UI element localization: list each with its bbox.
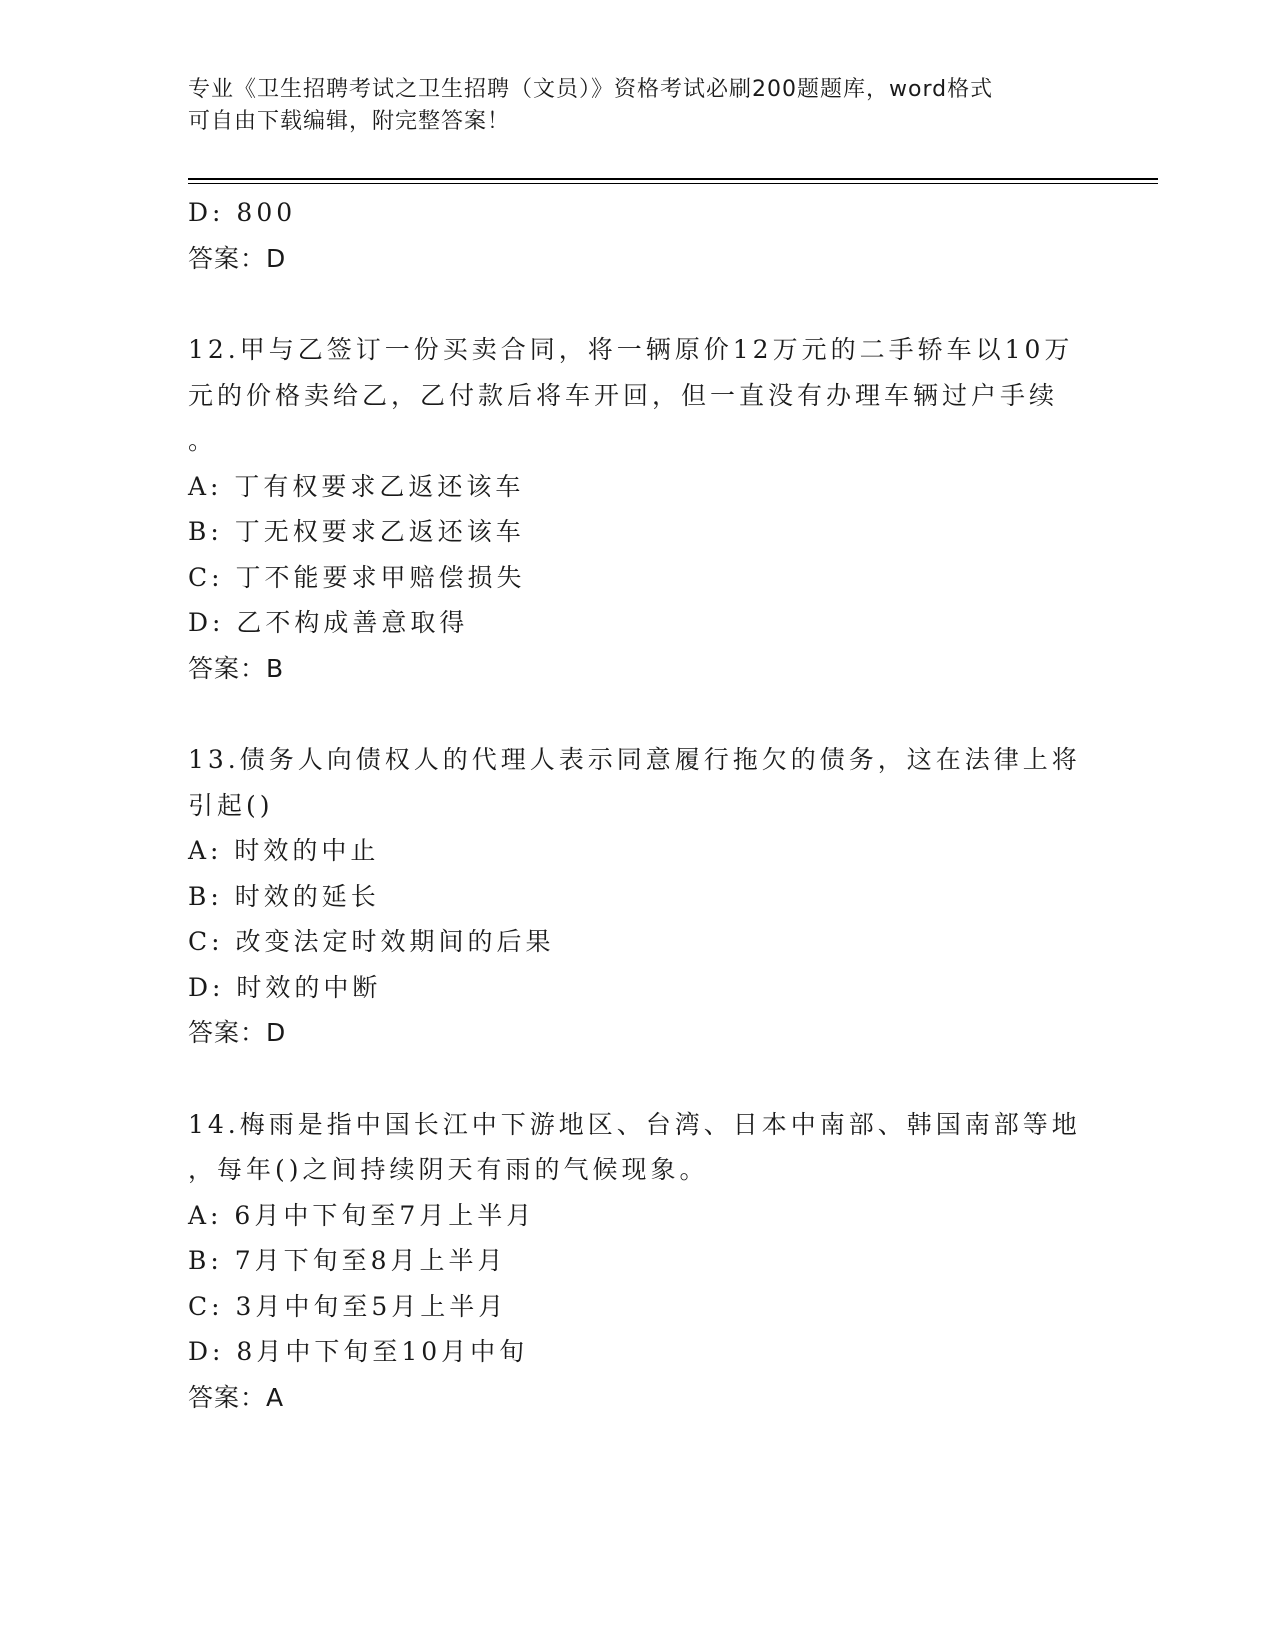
option-c: C: 丁不能要求甲赔偿损失 [188,562,526,592]
question-text: 14.梅雨是指中国长江中下游地区、台湾、日本中南部、韩国南部等地 [188,1109,1081,1139]
option-b: B: 时效的延长 [188,881,380,911]
question-text: 引起() [188,790,274,820]
option-d: D: 8月中下旬至10月中旬 [188,1337,529,1366]
answer: 答案：D [188,1018,287,1047]
option-d: D: 时效的中断 [188,972,382,1002]
question-14 [188,1102,1088,1421]
option-a: A: 丁有权要求乙返还该车 [188,471,525,501]
question-text: 元的价格卖给乙，乙付款后将车开回，但一直没有办理车辆过户手续 [188,380,1059,410]
option-d: D: 乙不构成善意取得 [188,608,469,637]
page-header [188,74,1088,138]
header-line-1: 专业《卫生招聘考试之卫生招聘（文员）》资格考试必刷200题题库，word格式 [188,77,994,102]
question-13 [188,737,1088,1056]
option-a: A: 6月中下旬至7月上半月 [188,1200,536,1230]
question-12 [188,327,1088,691]
answer: 答案：D [188,243,287,273]
question-text: 13.债务人向债权人的代理人表示同意履行拖欠的债务，这在法律上将 [188,745,1081,774]
option-a: A: 时效的中止 [188,836,380,865]
header-divider [188,178,1158,180]
question-text: 。 [188,426,218,455]
previous-question-tail [188,190,1088,281]
option-b: B: 7月下旬至8月上半月 [188,1246,507,1275]
header-divider-thin [188,183,1158,184]
document-body [188,190,1088,1420]
option-d: D: 800 [188,198,297,227]
option-c: C: 3月中旬至5月上半月 [188,1291,508,1321]
answer: 答案：B [188,653,285,683]
answer: 答案：A [188,1382,285,1412]
option-c: C: 改变法定时效期间的后果 [188,927,555,956]
option-b: B: 丁无权要求乙返还该车 [188,517,525,546]
question-text: 12.甲与乙签订一份买卖合同，将一辆原价12万元的二手轿车以10万 [188,335,1074,364]
header-line-2: 可自由下载编辑，附完整答案！ [188,109,511,134]
question-text: ，每年()之间持续阴天有雨的气候现象。 [188,1155,709,1184]
